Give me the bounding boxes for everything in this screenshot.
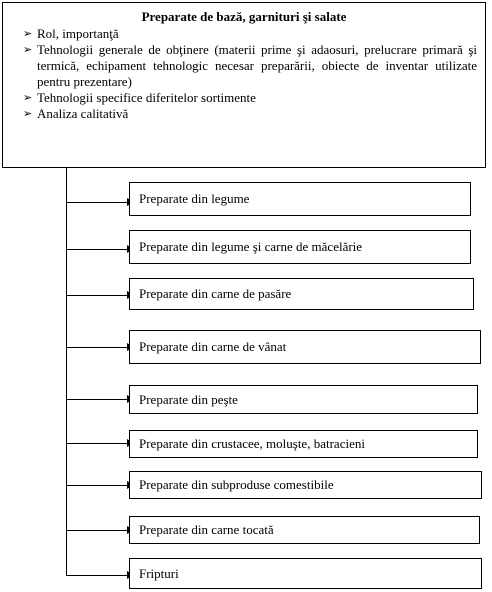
category-label: Preparate din carne de pasăre — [139, 286, 292, 301]
category-label: Preparate din legume şi carne de măcelărie — [139, 239, 363, 254]
category-box-legume-carne — [129, 230, 471, 264]
connector-branch — [66, 347, 128, 348]
connector-branch — [66, 249, 128, 250]
category-label: Preparate din crustacee, moluşte, batracieni — [139, 436, 365, 451]
arrow-bullet-icon: ➢ — [23, 28, 33, 40]
connector-branch — [66, 202, 128, 203]
category-box-fripturi — [129, 558, 482, 589]
category-box-vanat — [129, 330, 481, 364]
topic-bullet — [11, 42, 477, 90]
topic-bullet — [11, 90, 477, 106]
arrow-bullet-icon: ➢ — [23, 92, 33, 104]
topic-title: Preparate de bază, garnituri şi salate — [141, 9, 347, 24]
connector-trunk — [66, 168, 67, 575]
category-box-subproduse — [129, 471, 482, 499]
connector-branch — [66, 399, 128, 400]
category-label: Preparate din subproduse comestibile — [139, 477, 334, 492]
connector-branch — [66, 295, 128, 296]
category-box-carne-tocata — [129, 516, 480, 544]
arrow-bullet-icon: ➢ — [23, 44, 33, 56]
category-label: Preparate din carne tocată — [139, 522, 274, 537]
category-box-peste — [129, 385, 478, 414]
category-box-legume — [129, 182, 471, 216]
bullet-text: Tehnologii generale de obţinere (materii prime şi adaosuri, prelucrare primară şi termică, echipament tehnologic necesar preparării, obiecte de inventar utilizate pentru prezentare) — [37, 42, 477, 89]
category-label: Preparate din legume — [139, 191, 250, 206]
category-label: Preparate din peşte — [139, 391, 238, 407]
connector-branch — [66, 530, 128, 531]
topic-box — [2, 2, 486, 168]
bullet-text: Analiza calitativă — [37, 106, 129, 121]
category-label: Fripturi — [139, 565, 179, 581]
category-box-pasare — [129, 278, 474, 310]
bullet-text: Rol, importanţă — [37, 26, 119, 41]
topic-bullet — [11, 26, 477, 42]
connector-branch — [66, 575, 128, 576]
category-label: Preparate din carne de vânat — [139, 339, 287, 354]
topic-bullet — [11, 106, 477, 122]
bullet-text: Tehnologii specifice diferitelor sortimente — [37, 90, 256, 105]
category-box-crustacee — [129, 430, 478, 458]
connector-branch — [66, 443, 128, 444]
connector-branch — [66, 485, 128, 486]
arrow-bullet-icon: ➢ — [23, 108, 33, 120]
